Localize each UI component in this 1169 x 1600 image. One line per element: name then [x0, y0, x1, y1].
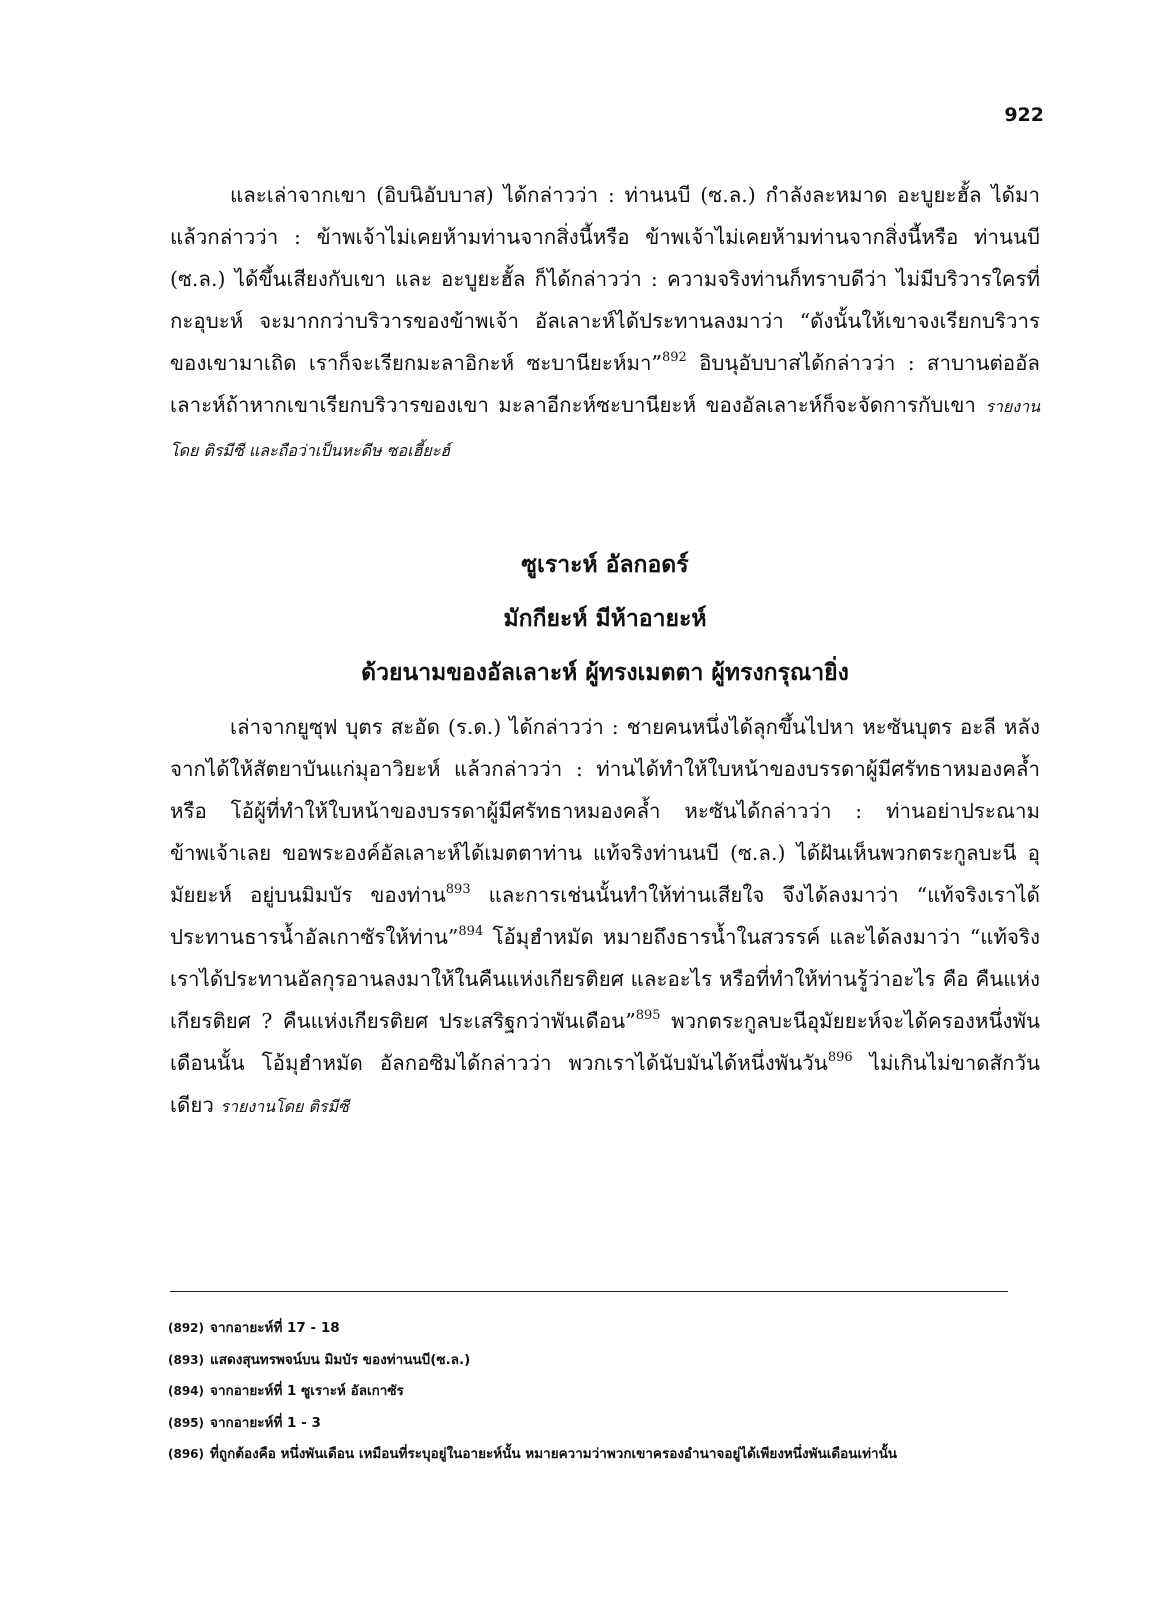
footnote-text: แสดงสุนทรพจน์บน มิมบัร ของท่านนบี(ซ.ล.)	[210, 1351, 471, 1368]
hadith-paragraph-2	[170, 706, 1040, 1128]
paragraph-1-text-after: อิบนุอับบาสได้กล่าวว่า : สาบานต่ออัลเลาะห์ถ้าหากเขาเรียกบริวารของเขา มะลาอีกะห์ซะบานียะห์ ของอัลเลาะห์ก็จะจัดการกับเขา	[170, 351, 1040, 417]
footnote-number: (894)	[168, 1384, 205, 1398]
footnote-ref-892[interactable]: 892	[661, 350, 687, 365]
footnote-text: จากอายะห์ที่ 1 ซูเราะห์ อัลเกาซัร	[210, 1383, 404, 1399]
footnote-number: (893)	[168, 1352, 205, 1367]
footnote-text: จากอายะห์ที่ 17 - 18	[210, 1320, 340, 1336]
footnote-number: (895)	[168, 1415, 205, 1430]
footnote-item	[168, 1345, 1068, 1377]
hadith-reference: รายงานโดย ติรมีซี	[220, 1097, 349, 1116]
footnote-divider	[170, 1291, 1008, 1292]
paragraph-2-part-1: เล่าจากยูซุฟ บุตร สะอัด (ร.ด.) ได้กล่าวว่า : ชายคนหนึ่งได้ลุกขึ้นไปหา หะซันบุตร อะลี หลังจากได้ให้สัตยาบันแก่มุอาวิยะห์ แล้วกล่าวว่า : ท่านได้ทำให้ใบหน้าของบรรดาผู้มีศรัทธาหมองคล้ำหรือ โอ้ผู้ที่ทำให้ใบหน้าของบรรดาผู้มีศรัทธาหมองคล้ำ หะซันได้กล่าวว่า : ท่านอย่าประณามข้าพเจ้าเลย ขอพระองค์อัลเลาะห์ได้เมตตาท่าน แท้จริงท่านนบี (ซ.ล.) ได้ฝันเห็นพวกตระกูลบะนี อุมัยยะห์ อยู่บนมิมบัร ของท่าน	[170, 715, 1040, 907]
paragraph-1-text: และเล่าจากเขา (อิบนิอับบาส) ได้กล่าวว่า : ท่านนบี (ซ.ล.) กำลังละหมาด อะบูยะฮั้ล ได้มาแล้วกล่าวว่า : ข้าพเจ้าไม่เคยห้ามท่านจากสิ่งนี้หรือ ข้าพเจ้าไม่เคยห้ามท่านจากสิ่งนี้หรือ ท่านนบี (ซ.ล.) ได้ขึ้นเสียงกับเขา และ อะบูยะฮั้ล ก็ได้กล่าวว่า : ความจริงท่านก็ทราบดีว่า ไม่มีบริวารใครที่กะอุบะห์ จะมากกว่าบริวารของข้าพเจ้า อัลเลาะห์ได้ประทานลงมาว่า “ดังนั้นให้เขาจงเรียกบริวารของเขามาเถิด เราก็จะเรียกมะลาอิกะห์ ซะบานียะห์มา”	[170, 183, 1040, 375]
footnote-item	[168, 1439, 1068, 1471]
bismillah-heading: ด้วยนามของอัลเลาะห์ ผู้ทรงเมตตา ผู้ทรงกรุณายิ่ง	[361, 659, 849, 686]
footnote-text: ที่ถูกต้องคือ หนึ่งพันเดือน เหมือนที่ระบุอยู่ในอายะห์นั้น หมายความว่าพวกเขาครองอำนาจอยู่ได้เพียงหนึ่งพันเดือนเท่านั้น	[210, 1446, 898, 1462]
footnote-ref-894[interactable]: 894	[458, 924, 484, 939]
footnote-item	[168, 1313, 1068, 1345]
footnote-ref-895[interactable]: 895	[635, 1008, 661, 1023]
paragraph-text	[170, 174, 1040, 472]
footnote-number: (892)	[168, 1321, 205, 1335]
surah-title: ซูเราะห์ อัลกอดร์	[521, 551, 689, 578]
footnotes-list	[168, 1313, 1068, 1471]
footnote-ref-893[interactable]: 893	[445, 882, 471, 897]
hadith-reference: รายงานโดย ติรมีซี และถือว่าเป็นหะดีษ ซอเฮี้ยะฮ์	[170, 397, 1040, 460]
paragraph-2-part-5: ไม่เกินไม่ขาดสักวันเดียว	[170, 1051, 1040, 1117]
hadith-paragraph-1	[170, 174, 1040, 472]
paragraph-2-part-3: โอ้มุฮำหมัด หมายถึงธารน้ำในสวรรค์ และได้ลงมาว่า “แท้จริงเราได้ประทานอัลกุรอานลงมาให้ในคืนแห่งเกียรติยศ และอะไร หรือที่ทำให้ท่านรู้ว่าอะไร คือ คืนแห่งเกียรติยศ ? คืนแห่งเกียรติยศ ประเสริฐกว่าพันเดือน”	[170, 925, 1040, 1033]
page-number: 922	[1004, 104, 1044, 126]
footnote-number: (896)	[168, 1447, 205, 1461]
footnote-item	[168, 1408, 1068, 1440]
footnote-text: จากอายะห์ที่ 1 - 3	[210, 1414, 321, 1431]
surah-classification: มักกียะห์ มีห้าอายะห์	[503, 605, 707, 632]
footnote-ref-896[interactable]: 896	[827, 1050, 853, 1065]
paragraph-text	[170, 706, 1040, 1128]
footnote-item	[168, 1376, 1068, 1408]
surah-heading	[170, 538, 1040, 700]
paragraph-2-part-4: พวกตระกูลบะนีอุมัยยะห์จะได้ครองหนึ่งพันเดือนนั้น โอ้มุฮำหมัด อัลกอซิมได้กล่าวว่า พวกเราได้นับมันได้หนึ่งพันวัน	[170, 1009, 1040, 1075]
paragraph-2-part-2: และการเช่นนั้นทำให้ท่านเสียใจ จึงได้ลงมาว่า “แท้จริงเราได้ประทานธารน้ำอัลเกาซัรให้ท่าน”	[170, 883, 1040, 949]
